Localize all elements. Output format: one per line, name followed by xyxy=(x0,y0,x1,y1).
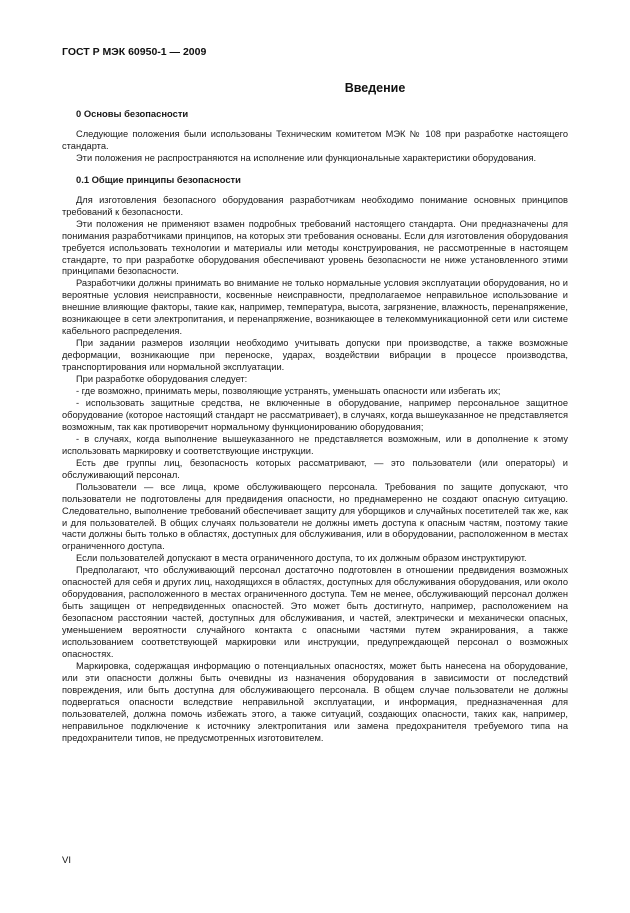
section-heading-0: 0 Основы безопасности xyxy=(76,108,189,119)
paragraph: Эти положения не распространяются на исполнение или функциональные характеристики оборудования. xyxy=(76,152,537,163)
paragraph: Эти положения не применяют взамен подробных требований настоящего стандарта. Они предназначены для понимания разработчиками принципов, на которых эти требования основаны. Если для изготовления оборудования требуется использовать технологии и материалы или методы конструирования, не рассмотренные в настоящем стандарте, то при разработке оборудования обеспечивают уровень безопасности не ниже установленного этими принципами безопасности. xyxy=(62,218,568,277)
paragraph: При задании размеров изоляции необходимо учитывать допуски при производстве, а также возможные деформации, возникающие при переноске, ударах, воздействии вибрации в процессе производства, транспортирования или нормальной эксплуатации. xyxy=(62,338,568,373)
paragraph: Следующие положения были использованы Техническим комитетом МЭК № 108 при разработке настоящего стандарта. xyxy=(62,128,568,151)
document-body xyxy=(62,108,568,745)
list-item: - где возможно, принимать меры, позволяющие устранять, уменьшать опасности или избегать их; xyxy=(76,386,501,397)
paragraph: Предполагают, что обслуживающий персонал достаточно подготовлен в отношении предвидения возможных опасностей для себя и других лиц, находящихся в областях, доступных для обслуживания оборудования, или около оборудования, расположенного в местах ограниченного доступа. Тем не менее, обслуживающий персонал должен быть защищен от непредвиденных опасностей. Это может быть достигнуто, например, расположением на безопасном расстоянии частей, доступных для обслуживания, и частей, электрически и механически опасных, уменьшением вероятности случайного контакта с опасными частями путем экранирования, а также использованием соответствующей маркировки или инструкции, предупреждающей персонал о возможных опасностях. xyxy=(62,565,568,659)
list-item: - использовать защитные средства, не включенные в оборудование, например персональное защитное оборудование (которое настоящий стандарт не рассматривает), в случаях, когда вышеуказанное не представляется возможным, так как противоречит нормальному функционированию оборудования; xyxy=(62,397,568,432)
paragraph: Есть две группы лиц, безопасность которых рассматривают, — это пользователи (или операторы) и обслуживающий персонал. xyxy=(62,457,568,480)
paragraph: Пользователи — все лица, кроме обслуживающего персонала. Требования по защите допускают, что пользователи не подготовлены для предвидения опасности, но преднамеренно не создают опасную ситуацию. Следовательно, выполнение требований обеспечивает защиту для уборщиков и случайных посетителей так же, как и для пользователей. В общих случаях пользователи не должны иметь доступа к опасным частям, поэтому такие части должны быть только в областях, доступных для обслуживания, или в оборудовании, расположенном в местах ограниченного доступа. xyxy=(62,481,568,552)
paragraph: Если пользователей допускают в места ограниченного доступа, то их должным образом инструктируют. xyxy=(76,553,527,564)
page-title: Введение xyxy=(344,81,406,95)
paragraph: Для изготовления безопасного оборудования разработчикам необходимо понимание основных принципов требований к безопасности. xyxy=(62,194,568,217)
paragraph: При разработке оборудования следует: xyxy=(76,374,248,385)
page-number: VI xyxy=(62,855,71,866)
section-heading-0-1: 0.1 Общие принципы безопасности xyxy=(76,173,241,185)
paragraph: Разработчики должны принимать во внимание не только нормальные условия эксплуатации оборудования, но и вероятные условия неисправности, косвенные неисправности, предполагаемое неправильное использование и внешние влияющие факторы, такие как, например, температура, высота, загрязнение, влажность, перенапряжение, возникающее в сети электропитания, и перенапряжение, возникающее в телекоммуникационной сети или системе кабельного распределения. xyxy=(62,278,568,337)
paragraph: Маркировка, содержащая информацию о потенциальных опасностях, может быть нанесена на оборудование, или эти опасности должны быть очевидны из назначения оборудования в зависимости от последствий повреждения, или быть доступна для обслуживающего персонала. В общем случае пользователи не должны подвергаться опасности вследствие неправильной эксплуатации, и информация, предназначенная для пользователей, должна помочь избежать этого, а также ситуаций, создающих опасности, таких как, например, неправильное подключение к источнику электропитания или замена предохранителя требуемого типа на предохранители типов, не предусмотренных изготовителем. xyxy=(62,660,568,743)
list-item: - в случаях, когда выполнение вышеуказанного не представляется возможным, или в дополнение к этому использовать маркировку и соответствующие инструкции. xyxy=(62,433,568,456)
standard-code-header: ГОСТ Р МЭК 60950-1 — 2009 xyxy=(62,46,207,58)
